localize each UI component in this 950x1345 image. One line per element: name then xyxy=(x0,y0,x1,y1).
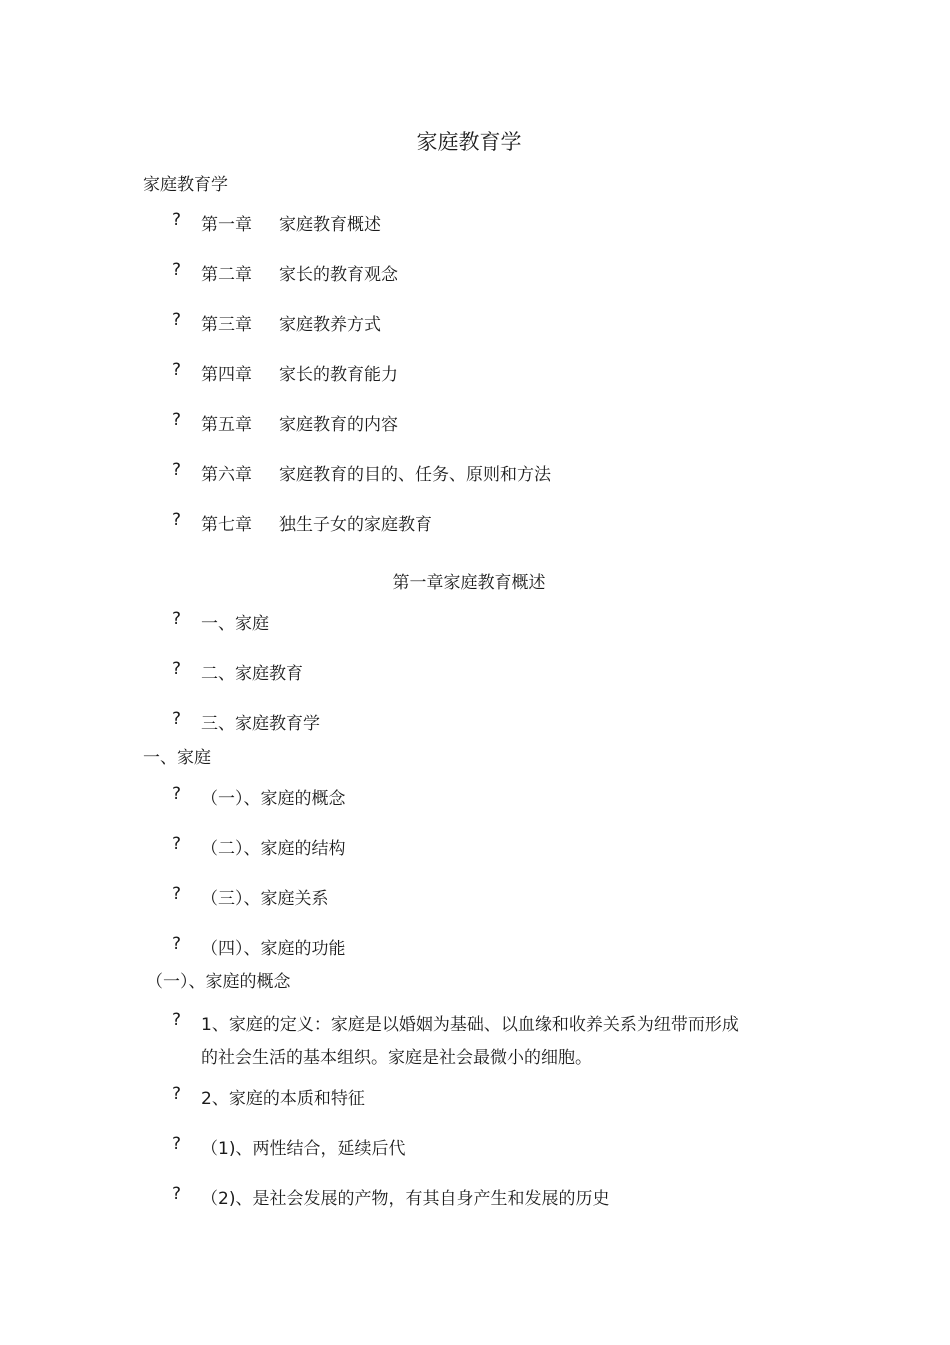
definition-line-2: 的社会生活的基本组织。家庭是社会最微小的细胞。 xyxy=(201,1048,592,1068)
section-item: 一、家庭 xyxy=(201,614,269,634)
document-title: 家庭教育学 xyxy=(416,130,522,154)
bullet-glyph: ? xyxy=(172,659,182,679)
subsection-item: （三）、家庭关系 xyxy=(201,889,329,909)
bullet-glyph: ? xyxy=(172,360,182,380)
bullet-glyph: ? xyxy=(172,834,182,854)
bullet-glyph: ? xyxy=(172,609,182,629)
bullet-glyph: ? xyxy=(172,1134,182,1154)
toc-item xyxy=(201,460,551,485)
toc-item xyxy=(201,410,398,435)
bullet-glyph: ? xyxy=(172,510,182,530)
chapter-number: 第四章 xyxy=(201,365,252,385)
subsection-item: （四）、家庭的功能 xyxy=(201,939,346,959)
chapter-heading: 第一章家庭教育概述 xyxy=(392,573,546,593)
subsection-heading: （一）、家庭的概念 xyxy=(146,972,291,992)
bullet-glyph: ? xyxy=(172,884,182,904)
chapter-title: 家庭教养方式 xyxy=(279,315,381,335)
chapter-number: 第一章 xyxy=(201,215,252,235)
chapter-number: 第七章 xyxy=(201,515,252,535)
bullet-glyph: ? xyxy=(172,460,182,480)
toc-item xyxy=(201,260,398,285)
bullet-glyph: ? xyxy=(172,410,182,430)
bullet-glyph: ? xyxy=(172,1084,182,1104)
bullet-glyph: ? xyxy=(172,210,182,230)
chapter-title: 家庭教育概述 xyxy=(279,215,381,235)
chapter-number: 第三章 xyxy=(201,315,252,335)
section-item: 二、家庭教育 xyxy=(201,664,303,684)
bullet-glyph: ? xyxy=(172,260,182,280)
bullet-glyph: ? xyxy=(172,709,182,729)
point-item: 2、家庭的本质和特征 xyxy=(201,1089,365,1109)
subsection-item: （二）、家庭的结构 xyxy=(201,839,346,859)
chapter-title: 家长的教育能力 xyxy=(279,365,398,385)
bullet-glyph: ? xyxy=(172,934,182,954)
chapter-title: 家长的教育观念 xyxy=(279,265,398,285)
toc-item xyxy=(201,510,432,535)
chapter-number: 第六章 xyxy=(201,465,252,485)
bullet-glyph: ? xyxy=(172,1010,182,1030)
point-item: （2)、是社会发展的产物，有其自身产生和发展的历史 xyxy=(201,1189,610,1209)
bullet-glyph: ? xyxy=(172,1184,182,1204)
chapter-number: 第五章 xyxy=(201,415,252,435)
toc-heading: 家庭教育学 xyxy=(143,175,228,195)
toc-item xyxy=(201,360,398,385)
toc-item xyxy=(201,310,381,335)
bullet-glyph: ? xyxy=(172,310,182,330)
toc-item xyxy=(201,210,381,235)
definition-line-1: 1、家庭的定义：家庭是以婚姻为基础、以血缘和收养关系为纽带而形成 xyxy=(201,1015,739,1035)
section-item: 三、家庭教育学 xyxy=(201,714,320,734)
chapter-title: 独生子女的家庭教育 xyxy=(279,515,432,535)
subsection-item: （一）、家庭的概念 xyxy=(201,789,346,809)
chapter-title: 家庭教育的目的、任务、原则和方法 xyxy=(279,465,551,485)
point-item: （1)、两性结合，延续后代 xyxy=(201,1139,406,1159)
chapter-title: 家庭教育的内容 xyxy=(279,415,398,435)
chapter-number: 第二章 xyxy=(201,265,252,285)
section-heading: 一、家庭 xyxy=(143,748,211,768)
bullet-glyph: ? xyxy=(172,784,182,804)
